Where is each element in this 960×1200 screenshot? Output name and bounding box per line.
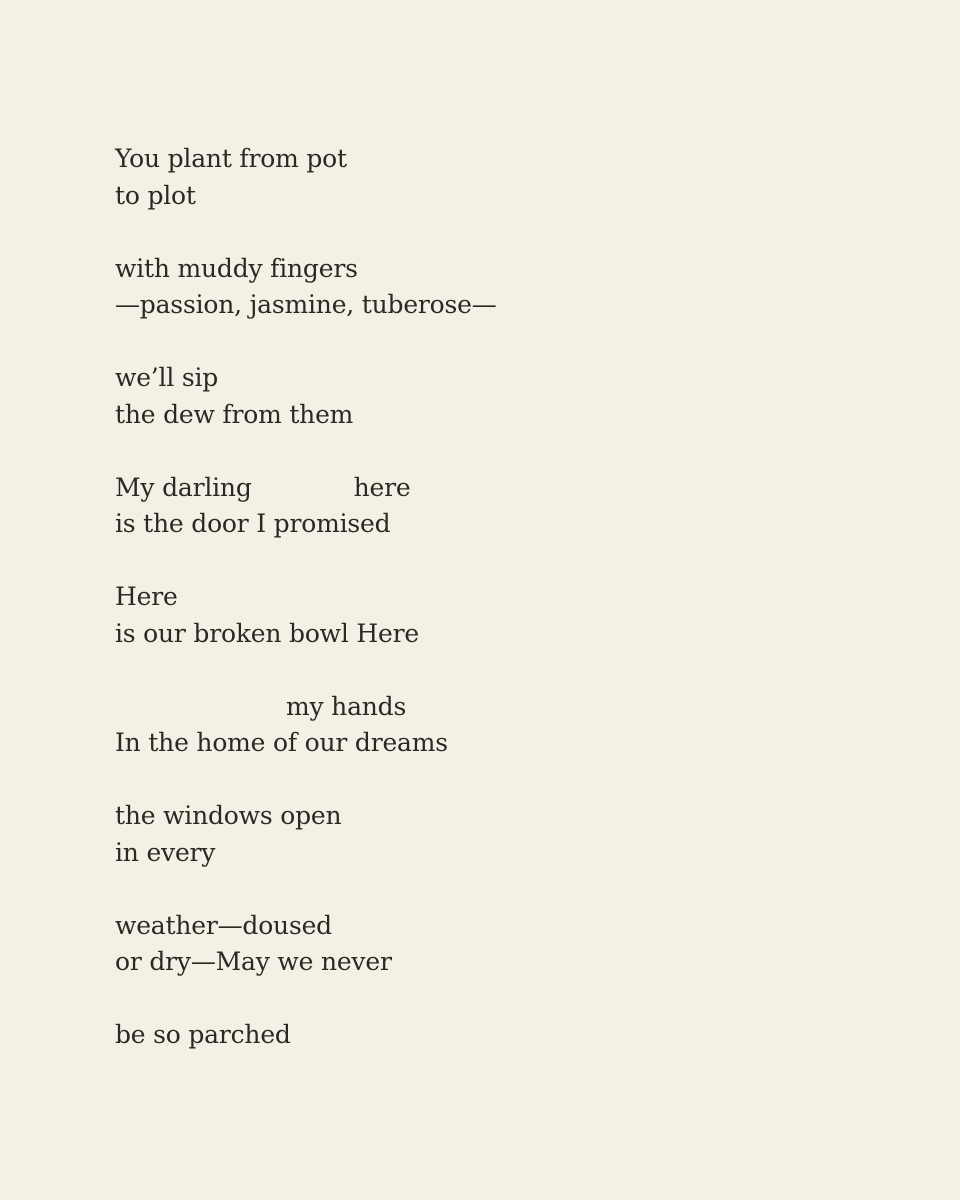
stanza-5 xyxy=(115,579,497,652)
stanza-4 xyxy=(115,470,497,543)
poem-line: is the door I promised xyxy=(115,509,391,538)
stanza-6 xyxy=(115,689,497,762)
stanza-2 xyxy=(115,251,497,324)
poem-phrase: my hands xyxy=(286,691,407,721)
poem-line: to plot xyxy=(115,180,196,210)
poem-line: Here xyxy=(115,582,178,611)
poem-line: be so parched xyxy=(115,1020,291,1049)
poem-line: in every xyxy=(115,837,216,867)
stanza-1 xyxy=(115,141,497,214)
poem-body xyxy=(115,141,497,1090)
poem-line: the dew from them xyxy=(115,399,354,429)
poem-phrase: My darling xyxy=(115,472,252,502)
poem-line: In the home of our dreams xyxy=(115,728,448,757)
poem-line: You plant from pot xyxy=(115,144,347,173)
poem-line xyxy=(115,689,497,726)
stanza-3 xyxy=(115,360,497,433)
poem-line: —passion, jasmine, tuberose— xyxy=(115,290,497,319)
poem-line: with muddy fingers xyxy=(115,253,358,283)
poem-line: is our broken bowl Here xyxy=(115,618,419,648)
stanza-7 xyxy=(115,798,497,871)
poem-line: the windows open xyxy=(115,801,342,830)
stanza-9 xyxy=(115,1017,497,1054)
poem-line: weather—doused xyxy=(115,910,332,940)
poem-line xyxy=(115,470,497,507)
poem-phrase: here xyxy=(353,472,411,502)
poem-line: we’ll sip xyxy=(115,363,219,392)
poem-line: or dry—May we never xyxy=(115,947,392,976)
stanza-8 xyxy=(115,908,497,981)
